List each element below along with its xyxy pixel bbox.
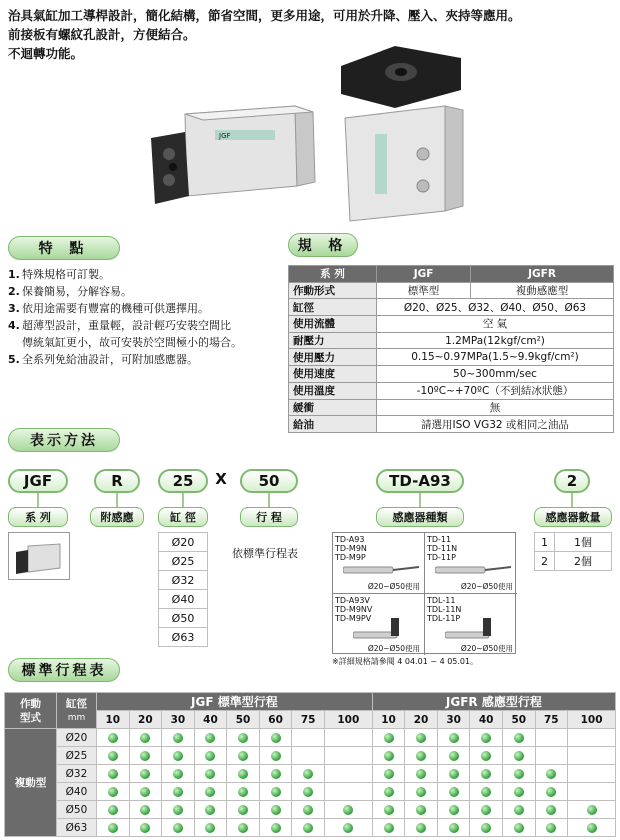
available-dot-icon — [303, 805, 313, 815]
spec-row: 使用速度 50~300mm/sec — [289, 366, 614, 383]
availability-cell — [502, 801, 535, 819]
stroke-row — [5, 765, 616, 783]
availability-cell — [227, 801, 260, 819]
available-dot-icon — [205, 751, 215, 761]
availability-cell — [437, 819, 470, 837]
available-dot-icon — [271, 769, 281, 779]
availability-cell — [97, 765, 130, 783]
available-dot-icon — [205, 733, 215, 743]
stroke-value-header: 20 — [129, 711, 162, 729]
availability-cell — [568, 765, 616, 783]
jgfr-cylinder-image — [341, 46, 463, 221]
available-dot-icon — [205, 805, 215, 815]
availability-cell — [162, 783, 195, 801]
label-qty: 感應器數量 — [534, 507, 612, 527]
availability-cell — [227, 783, 260, 801]
availability-cell — [535, 747, 568, 765]
spec-header-row: 系 列 JGF JGFR — [289, 266, 614, 283]
available-dot-icon — [173, 805, 183, 815]
availability-cell — [97, 801, 130, 819]
availability-cell — [405, 765, 438, 783]
spec-row: 作動形式 標準型 複動感應型 — [289, 282, 614, 299]
label-series: 系 列 — [8, 507, 68, 527]
available-dot-icon — [546, 823, 556, 833]
qty-table: 1 1個 2 2個 — [534, 532, 612, 571]
available-dot-icon — [514, 733, 524, 743]
code-bore: 25 — [158, 469, 208, 493]
availability-cell — [97, 747, 130, 765]
available-dot-icon — [343, 805, 353, 815]
availability-cell — [470, 819, 503, 837]
feature-item: 5. 全系列免給油設計，可附加感應器。 — [8, 353, 198, 366]
sensor-group: TD-A93 TD-M9N TD-M9P Ø20~Ø50使用 — [333, 533, 425, 594]
svg-text:JGF: JGF — [219, 132, 231, 140]
stroke-row — [5, 783, 616, 801]
label-bore: 缸 徑 — [158, 507, 208, 527]
available-dot-icon — [343, 823, 353, 833]
sensor-icon — [343, 563, 419, 577]
code-qty: 2 — [554, 469, 590, 493]
available-dot-icon — [238, 751, 248, 761]
availability-cell — [194, 765, 227, 783]
available-dot-icon — [449, 787, 459, 797]
bore-cell: Ø50 — [57, 801, 97, 819]
availability-cell — [568, 819, 616, 837]
availability-cell — [470, 747, 503, 765]
availability-cell — [470, 765, 503, 783]
availability-cell — [372, 783, 405, 801]
availability-cell — [227, 765, 260, 783]
available-dot-icon — [384, 823, 394, 833]
available-dot-icon — [140, 769, 150, 779]
feature-item: 3. 依用途需要有豐富的機種可供選擇用。 — [8, 302, 209, 315]
stroke-row — [5, 801, 616, 819]
footnote: ※詳細規格請參閱 4 04.01 ~ 4 05.01。 — [332, 657, 479, 666]
spec-row: 耐壓力 1.2MPa(12kgf/cm²) — [289, 332, 614, 349]
available-dot-icon — [108, 787, 118, 797]
availability-cell — [129, 729, 162, 747]
feature-item: 傳統氣缸更小，故可安裝於空間極小的場合。 — [22, 336, 242, 349]
availability-cell — [259, 747, 292, 765]
availability-cell — [470, 783, 503, 801]
available-dot-icon — [140, 823, 150, 833]
feature-item: 2. 保養簡易，分解容易。 — [8, 285, 132, 298]
availability-cell — [372, 729, 405, 747]
availability-cell — [324, 801, 372, 819]
availability-cell — [324, 729, 372, 747]
available-dot-icon — [416, 769, 426, 779]
available-dot-icon — [173, 787, 183, 797]
available-dot-icon — [238, 787, 248, 797]
stroke-value-header: 40 — [470, 711, 503, 729]
available-dot-icon — [140, 787, 150, 797]
sensor-icon — [435, 563, 511, 577]
available-dot-icon — [514, 805, 524, 815]
availability-cell — [129, 819, 162, 837]
available-dot-icon — [384, 769, 394, 779]
availability-cell — [227, 747, 260, 765]
availability-cell — [97, 819, 130, 837]
available-dot-icon — [108, 823, 118, 833]
availability-cell — [568, 783, 616, 801]
available-dot-icon — [481, 751, 491, 761]
availability-cell — [437, 747, 470, 765]
availability-cell — [372, 819, 405, 837]
availability-cell — [162, 729, 195, 747]
availability-cell — [405, 801, 438, 819]
availability-cell — [324, 765, 372, 783]
availability-cell — [535, 729, 568, 747]
specs-heading: 規 格 — [288, 233, 358, 257]
availability-cell — [259, 819, 292, 837]
availability-cell — [568, 801, 616, 819]
availability-cell — [292, 747, 325, 765]
sensor-icon — [353, 616, 413, 642]
available-dot-icon — [173, 751, 183, 761]
product-photo — [145, 46, 475, 224]
feature-item: 4. 超薄型設計，重量輕，設計輕巧安裝空間比 — [8, 319, 231, 332]
availability-cell — [372, 801, 405, 819]
available-dot-icon — [416, 733, 426, 743]
stroke-value-header: 50 — [502, 711, 535, 729]
spec-row: 給油 請選用ISO VG32 或相同之油品 — [289, 416, 614, 433]
ordering-heading: 表示方法 — [8, 428, 120, 452]
stroke-table-heading: 標準行程表 — [8, 658, 120, 682]
code-sensor-type: TD-A93 — [376, 469, 464, 493]
available-dot-icon — [514, 787, 524, 797]
available-dot-icon — [514, 823, 524, 833]
availability-cell — [535, 765, 568, 783]
available-dot-icon — [449, 751, 459, 761]
available-dot-icon — [587, 823, 597, 833]
available-dot-icon — [449, 769, 459, 779]
stroke-values-row — [5, 711, 616, 729]
bore-cell: Ø20 — [57, 729, 97, 747]
bore-list: Ø20 Ø25 Ø32 Ø40 Ø50 Ø63 — [158, 532, 208, 647]
available-dot-icon — [271, 751, 281, 761]
spec-row: 緩衝 無 — [289, 399, 614, 416]
availability-cell — [97, 783, 130, 801]
sensor-icon — [445, 616, 505, 642]
sensor-types-box — [332, 532, 516, 654]
available-dot-icon — [481, 823, 491, 833]
availability-cell — [97, 729, 130, 747]
availability-cell — [259, 783, 292, 801]
availability-cell — [372, 747, 405, 765]
availability-cell — [405, 747, 438, 765]
bore-cell: Ø63 — [57, 819, 97, 837]
stroke-value-header: 10 — [97, 711, 130, 729]
sensor-group: TD-11 TD-11N TD-11P Ø20~Ø50使用 — [425, 533, 517, 594]
availability-cell — [372, 765, 405, 783]
label-sensor-type: 感應器種類 — [376, 507, 464, 527]
available-dot-icon — [449, 733, 459, 743]
intro-line-1: 治具氣缸加工導桿設計，簡化結構，節省空間，更多用途，可用於升降、壓入、夾持等應用。 — [8, 8, 521, 23]
available-dot-icon — [416, 787, 426, 797]
availability-cell — [324, 819, 372, 837]
availability-cell — [292, 765, 325, 783]
available-dot-icon — [481, 805, 491, 815]
code-series: JGF — [8, 469, 68, 493]
available-dot-icon — [173, 823, 183, 833]
available-dot-icon — [173, 769, 183, 779]
available-dot-icon — [271, 787, 281, 797]
availability-cell — [129, 747, 162, 765]
availability-cell — [470, 801, 503, 819]
available-dot-icon — [481, 787, 491, 797]
availability-cell — [437, 783, 470, 801]
availability-cell — [129, 801, 162, 819]
available-dot-icon — [205, 823, 215, 833]
availability-cell — [292, 729, 325, 747]
availability-cell — [324, 783, 372, 801]
sensor-group: TD-A93V TD-M9NV TD-M9PV Ø20~Ø50使用 — [333, 594, 425, 655]
availability-cell — [437, 729, 470, 747]
available-dot-icon — [416, 823, 426, 833]
available-dot-icon — [384, 733, 394, 743]
intro-line-2: 前接板有螺紋孔設計，方便結合。 — [8, 27, 196, 42]
stroke-value-header: 75 — [535, 711, 568, 729]
availability-cell — [568, 729, 616, 747]
bore-cell: Ø32 — [57, 765, 97, 783]
availability-cell — [194, 801, 227, 819]
features-heading: 特 點 — [8, 236, 120, 260]
spec-row: 使用壓力 0.15~0.97MPa(1.5~9.9kgf/cm²) — [289, 349, 614, 366]
available-dot-icon — [384, 787, 394, 797]
available-dot-icon — [546, 787, 556, 797]
code-stroke: 50 — [240, 469, 298, 493]
spec-row: 缸徑 Ø20、Ø25、Ø32、Ø40、Ø50、Ø63 — [289, 299, 614, 316]
available-dot-icon — [108, 733, 118, 743]
available-dot-icon — [546, 769, 556, 779]
availability-cell — [162, 801, 195, 819]
availability-cell — [227, 819, 260, 837]
availability-cell — [292, 819, 325, 837]
stroke-value-header: 30 — [162, 711, 195, 729]
code-sensor: R — [94, 469, 140, 493]
availability-cell — [129, 783, 162, 801]
available-dot-icon — [481, 733, 491, 743]
available-dot-icon — [514, 769, 524, 779]
available-dot-icon — [238, 769, 248, 779]
availability-cell — [162, 747, 195, 765]
available-dot-icon — [238, 823, 248, 833]
availability-cell — [324, 747, 372, 765]
spec-row: 使用溫度 -10ºC~+70ºC（不到結冰狀態） — [289, 382, 614, 399]
action-type-cell: 複動型 — [5, 729, 57, 837]
available-dot-icon — [449, 805, 459, 815]
available-dot-icon — [108, 769, 118, 779]
availability-cell — [292, 783, 325, 801]
availability-cell — [292, 801, 325, 819]
available-dot-icon — [416, 751, 426, 761]
available-dot-icon — [416, 805, 426, 815]
availability-cell — [259, 765, 292, 783]
available-dot-icon — [384, 805, 394, 815]
available-dot-icon — [108, 751, 118, 761]
available-dot-icon — [303, 769, 313, 779]
series-thumbnail — [8, 532, 70, 580]
stroke-row — [5, 747, 616, 765]
availability-cell — [535, 819, 568, 837]
available-dot-icon — [546, 805, 556, 815]
availability-cell — [162, 819, 195, 837]
stroke-value-header: 75 — [292, 711, 325, 729]
availability-cell — [194, 729, 227, 747]
stroke-value-header: 20 — [405, 711, 438, 729]
available-dot-icon — [481, 769, 491, 779]
availability-cell — [259, 801, 292, 819]
availability-cell — [194, 819, 227, 837]
available-dot-icon — [271, 823, 281, 833]
code-x-separator: X — [215, 470, 227, 488]
available-dot-icon — [173, 733, 183, 743]
available-dot-icon — [205, 787, 215, 797]
availability-cell — [227, 729, 260, 747]
bore-cell: Ø25 — [57, 747, 97, 765]
availability-cell — [470, 729, 503, 747]
jgf-cylinder-image — [151, 106, 315, 204]
available-dot-icon — [587, 805, 597, 815]
stroke-value-header: 60 — [259, 711, 292, 729]
spec-row: 使用流體 空 氣 — [289, 316, 614, 333]
available-dot-icon — [140, 751, 150, 761]
bore-cell: Ø40 — [57, 783, 97, 801]
stroke-value-header: 100 — [324, 711, 372, 729]
availability-cell — [437, 765, 470, 783]
availability-cell — [194, 783, 227, 801]
availability-cell — [535, 783, 568, 801]
stroke-value-header: 40 — [194, 711, 227, 729]
feature-item: 1. 特殊規格可訂製。 — [8, 268, 110, 281]
availability-cell — [502, 765, 535, 783]
stroke-table — [4, 692, 616, 837]
stroke-row — [5, 729, 616, 747]
stroke-header-row: 作動 型式 缸徑 mm JGF 標準型行程 JGFR 感應型行程 — [5, 693, 616, 711]
stroke-value-header: 50 — [227, 711, 260, 729]
sensor-group: TDL-11 TDL-11N TDL-11P Ø20~Ø50使用 — [427, 596, 513, 653]
spec-table — [288, 265, 614, 433]
available-dot-icon — [303, 787, 313, 797]
stroke-note: 依標準行程表 — [232, 547, 298, 560]
available-dot-icon — [514, 751, 524, 761]
available-dot-icon — [271, 805, 281, 815]
label-stroke: 行 程 — [240, 507, 298, 527]
availability-cell — [568, 747, 616, 765]
available-dot-icon — [140, 733, 150, 743]
availability-cell — [502, 729, 535, 747]
available-dot-icon — [449, 823, 459, 833]
available-dot-icon — [140, 805, 150, 815]
available-dot-icon — [238, 805, 248, 815]
stroke-value-header: 30 — [437, 711, 470, 729]
availability-cell — [405, 729, 438, 747]
available-dot-icon — [384, 751, 394, 761]
availability-cell — [162, 765, 195, 783]
features-list — [8, 266, 298, 368]
available-dot-icon — [303, 823, 313, 833]
availability-cell — [194, 747, 227, 765]
code-connector-lines — [0, 493, 620, 509]
availability-cell — [129, 765, 162, 783]
stroke-row — [5, 819, 616, 837]
stroke-value-header: 100 — [568, 711, 616, 729]
stroke-value-header: 10 — [372, 711, 405, 729]
available-dot-icon — [238, 733, 248, 743]
available-dot-icon — [271, 733, 281, 743]
availability-cell — [259, 729, 292, 747]
available-dot-icon — [108, 805, 118, 815]
availability-cell — [502, 747, 535, 765]
availability-cell — [502, 783, 535, 801]
availability-cell — [535, 801, 568, 819]
availability-cell — [502, 819, 535, 837]
label-sensor: 附感應 — [90, 507, 144, 527]
available-dot-icon — [205, 769, 215, 779]
availability-cell — [437, 801, 470, 819]
availability-cell — [405, 819, 438, 837]
availability-cell — [405, 783, 438, 801]
intro-line-3: 不迴轉功能。 — [8, 46, 84, 61]
